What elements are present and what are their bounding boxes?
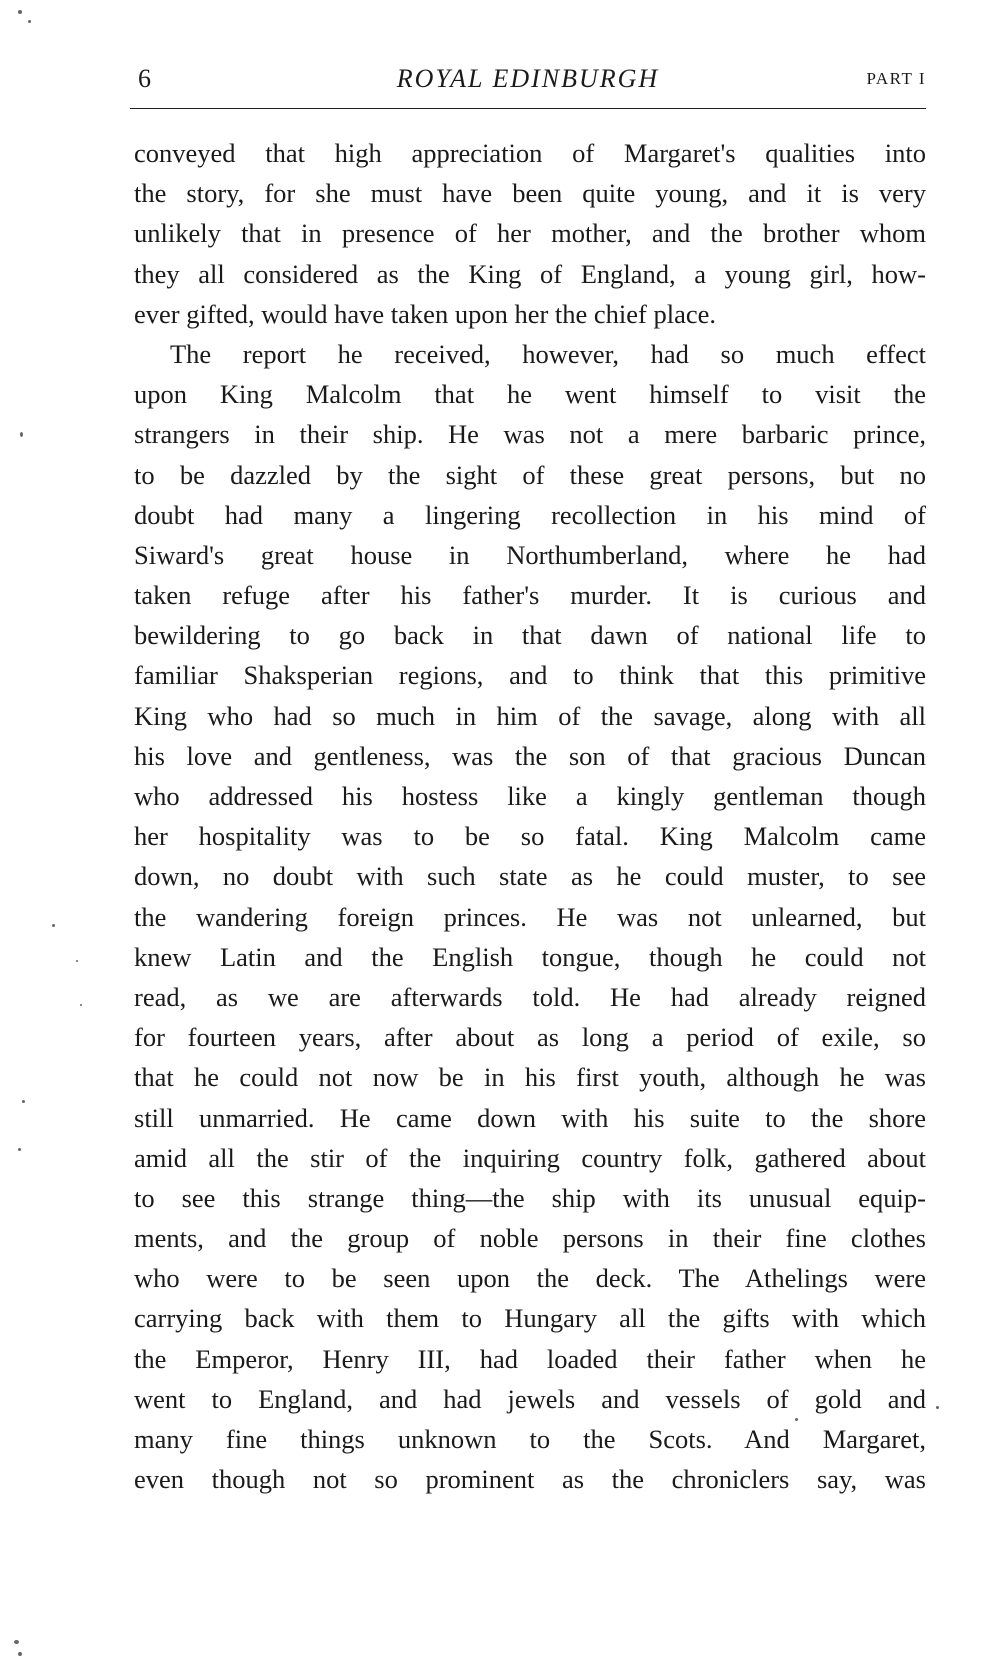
running-title: ROYAL EDINBURGH: [396, 64, 660, 93]
text-line: even though not so prominent as the chroniclers say, was: [134, 1464, 926, 1495]
scan-speck: [22, 1100, 25, 1103]
text-line: conveyed that high appreciation of Margaret's qualities into: [134, 138, 926, 168]
text-line: carrying back with them to Hungary all the gifts with which: [134, 1303, 926, 1334]
paragraph-first-line: The report he received, however, had so much effect: [170, 338, 926, 369]
text-line: Siward's great house in Northumberland, where he had: [134, 539, 926, 570]
text-line: the story, for she must have been quite young, and it is very: [134, 178, 926, 209]
text-line: her hospitality was to be so fatal. King Malcolm came: [134, 821, 926, 852]
scan-speck: [76, 960, 78, 962]
text-line: down, no doubt with such state as he could muster, to see: [134, 861, 926, 892]
text-line: that he could not now be in his first youth, although he was: [134, 1062, 926, 1093]
scan-speck: [936, 1406, 939, 1409]
body-text: [134, 133, 926, 1499]
text-line: ever gifted, would have taken upon her the chief place.: [134, 298, 717, 329]
text-line: ments, and the group of noble persons in their fine clothes: [134, 1223, 926, 1254]
text-line: who addressed his hostess like a kingly gentleman though: [134, 781, 926, 811]
text-line: for fourteen years, after about as long a period of exile, so: [134, 1022, 926, 1053]
text-line: they all considered as the King of England, a young girl, how-: [134, 258, 926, 289]
text-line: read, as we are afterwards told. He had already reigned: [134, 981, 926, 1012]
text-line: went to England, and had jewels and vessels of gold and: [134, 1383, 926, 1414]
header-rule: [130, 108, 926, 109]
text-line: his love and gentleness, was the son of that gracious Duncan: [134, 740, 926, 771]
scan-speck: [18, 1652, 22, 1656]
text-line: to be dazzled by the sight of these great persons, but no: [134, 459, 926, 490]
scan-speck: [80, 1004, 82, 1006]
text-line: doubt had many a lingering recollection in his mind of: [134, 499, 926, 530]
scan-speck: [20, 432, 23, 437]
text-line: amid all the stir of the inquiring country folk, gathered about: [134, 1142, 926, 1173]
scan-speck: [18, 10, 22, 14]
text-line: strangers in their ship. He was not a mere barbaric prince,: [134, 419, 926, 450]
text-line: upon King Malcolm that he went himself to visit the: [134, 379, 926, 410]
text-line: familiar Shaksperian regions, and to think that this primitive: [134, 660, 926, 691]
scan-speck: [18, 1148, 21, 1151]
text-line: the wandering foreign princes. He was not unlearned, but: [134, 901, 926, 932]
part-label: PART I: [866, 69, 926, 88]
text-line: many fine things unknown to the Scots. And Margaret,: [134, 1424, 926, 1454]
scan-speck: [795, 1418, 798, 1421]
text-line: who were to be seen upon the deck. The Athelings were: [134, 1263, 926, 1294]
text-line: unlikely that in presence of her mother, and the brother whom: [134, 218, 926, 249]
text-line: King who had so much in him of the savage, along with all: [134, 700, 926, 731]
text-line: bewildering to go back in that dawn of national life to: [134, 620, 926, 651]
text-line: to see this strange thing—the ship with its unusual equip-: [134, 1182, 926, 1213]
scan-speck: [14, 1640, 19, 1644]
text-line: taken refuge after his father's murder. It is curious and: [134, 580, 926, 611]
text-line: the Emperor, Henry III, had loaded their father when he: [134, 1343, 926, 1374]
page-header: [130, 62, 926, 102]
text-line: knew Latin and the English tongue, though he could not: [134, 941, 926, 972]
scan-speck: [28, 20, 31, 23]
page-number: 6: [138, 64, 151, 93]
scan-speck: [52, 924, 55, 927]
text-line: still unmarried. He came down with his suite to the shore: [134, 1102, 926, 1133]
